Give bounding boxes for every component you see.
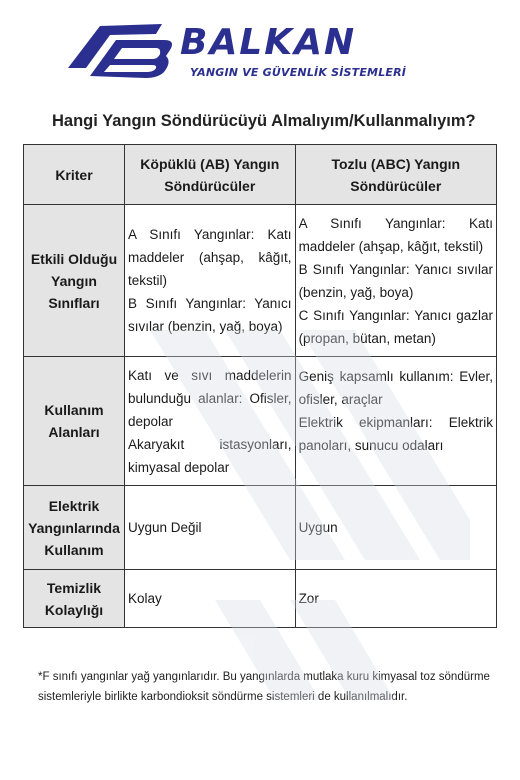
cell-line: Zor <box>298 591 319 606</box>
cell-ab <box>124 357 295 486</box>
table-row <box>24 357 497 486</box>
cell-line: A Sınıfı Yangınlar: Katı maddeler (ahşap, kâğıt, tekstil) <box>127 227 292 288</box>
cell-line: B Sınıfı Yangınlar: Yanıcı sıvılar (benzin, yağ, boya) <box>298 261 493 300</box>
cell-line: Kolay <box>127 591 162 606</box>
header-criterion: Kriter <box>24 145 125 205</box>
cell-abc <box>295 357 496 486</box>
cell-ab <box>124 570 295 628</box>
row-criterion: Temizlik Kolaylığı <box>24 570 125 628</box>
table-row <box>24 205 497 357</box>
comparison-table <box>23 144 497 628</box>
table-row <box>24 570 497 628</box>
header-powder-abc: Tozlu (ABC) Yangın Söndürücüler <box>295 145 496 205</box>
brand-tagline: YANGIN VE GÜVENLİK SİSTEMLERİ <box>190 66 407 79</box>
cell-line: Uygun Değil <box>127 520 202 535</box>
table-header-row <box>24 145 497 205</box>
row-criterion: Etkili Olduğu Yangın Sınıfları <box>24 205 125 357</box>
cell-line: Elektrik ekipmanları: Elektrik panoları, sunucu odaları <box>298 415 493 453</box>
page-title: Hangi Yangın Söndürücüyü Almalıyım/Kullanmalıyım? <box>52 112 476 130</box>
cell-line: B Sınıfı Yangınlar: Yanıcı sıvılar (benzin, yağ, boya) <box>127 296 292 334</box>
cell-abc <box>295 486 496 570</box>
cell-line: Geniş kapsamlı kullanım: Evler, ofisler, araçlar <box>298 369 493 407</box>
brand-name: BALKAN <box>180 22 357 63</box>
cell-abc <box>295 570 496 628</box>
cell-line: Akaryakıt istasyonları, kimyasal depolar <box>127 436 292 475</box>
cell-line: Uygun <box>298 520 338 535</box>
cell-abc <box>295 205 496 357</box>
stylized-b-logo-icon <box>60 18 180 84</box>
header-foam-ab: Köpüklü (AB) Yangın Söndürücüler <box>124 145 295 205</box>
cell-line: A Sınıfı Yangınlar: Katı maddeler (ahşap, kâğıt, tekstil) <box>298 215 493 254</box>
cell-ab <box>124 486 295 570</box>
cell-line: C Sınıfı Yangınlar: Yanıcı gazlar (propan, bütan, metan) <box>298 307 493 346</box>
footnote: *F sınıfı yangınlar yağ yangınlarıdır. Bu yangınlarda mutlaka kuru kimyasal toz söndürme sistemleriyle birlikte karbondioksit söndürme sistemleri de kullanılmalıdır. <box>38 671 490 703</box>
table-row <box>24 486 497 570</box>
row-criterion: Elektrik Yangınlarında Kullanım <box>24 486 125 570</box>
cell-ab <box>124 205 295 357</box>
row-criterion: Kullanım Alanları <box>24 357 125 486</box>
cell-line: Katı ve sıvı maddelerin bulunduğu alanlar: Ofisler, depolar <box>127 367 292 429</box>
brand-logo <box>60 18 460 84</box>
